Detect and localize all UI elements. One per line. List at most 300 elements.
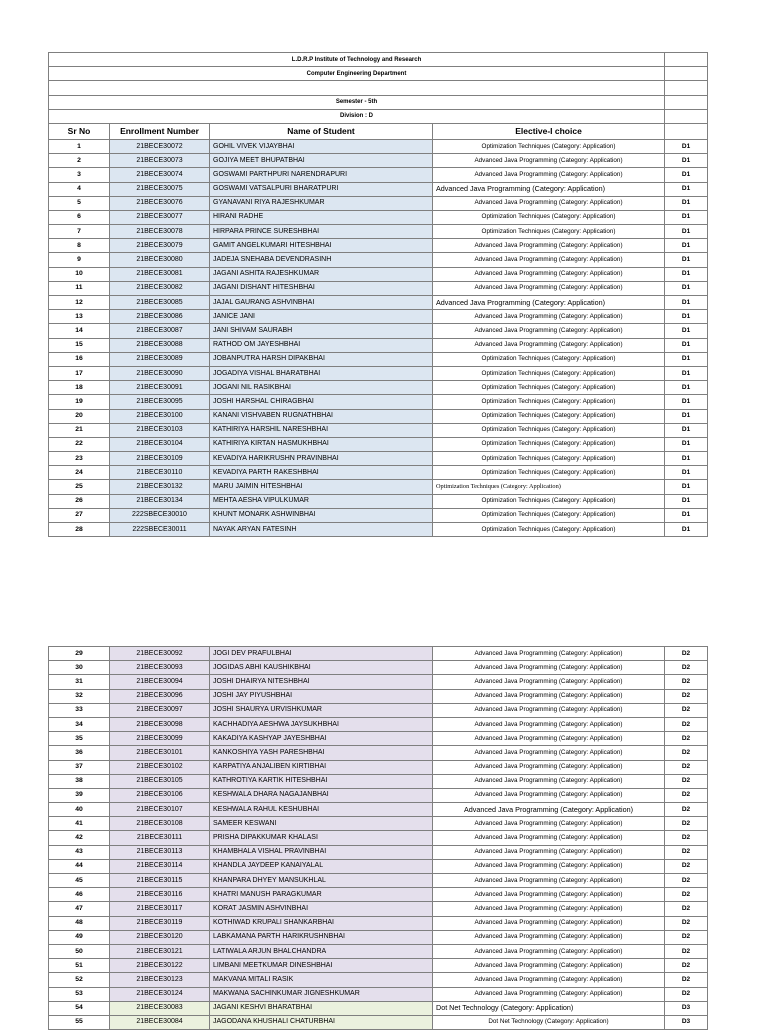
- division-code-cell: D2: [665, 874, 708, 888]
- elective-choice-cell: Advanced Java Programming (Category: Application): [433, 874, 665, 888]
- elective-choice-cell: Advanced Java Programming (Category: Application): [433, 281, 665, 295]
- table-row: [49, 689, 708, 703]
- student-name-cell: JAJAL GAURANG ASHVINBHAI: [210, 296, 433, 310]
- student-name-cell: MAKVANA MITALI RASIK: [210, 973, 433, 987]
- student-name-cell: KEVADIYA PARTH RAKESHBHAI: [210, 466, 433, 480]
- student-name-cell: KORAT JASMIN ASHVINBHAI: [210, 902, 433, 916]
- enrollment-number-cell: 21BECE30080: [110, 253, 210, 267]
- enrollment-number-cell: 21BECE30092: [110, 647, 210, 661]
- elective-choice-cell: Optimization Techniques (Category: Application): [433, 423, 665, 437]
- student-name-cell: JOSHI JAY PIYUSHBHAI: [210, 689, 433, 703]
- sr-number-cell: 30: [49, 661, 110, 675]
- sr-number-cell: 29: [49, 647, 110, 661]
- enrollment-number-cell: 21BECE30077: [110, 210, 210, 224]
- sr-number-cell: 7: [49, 225, 110, 239]
- elective-choice-cell: Advanced Java Programming (Category: Application): [433, 916, 665, 930]
- enrollment-number-cell: 21BECE30111: [110, 831, 210, 845]
- enrollment-number-cell: 21BECE30098: [110, 717, 210, 731]
- division-code-cell: D2: [665, 689, 708, 703]
- enrollment-number-cell: 21BECE30091: [110, 381, 210, 395]
- table-row: [49, 874, 708, 888]
- division-code-cell: D2: [665, 902, 708, 916]
- enrollment-number-cell: 21BECE30120: [110, 930, 210, 944]
- student-name-cell: KANKOSHIYA YASH PARESHBHAI: [210, 746, 433, 760]
- elective-choice-cell: Advanced Java Programming (Category: Application): [433, 732, 665, 746]
- enrollment-number-cell: 21BECE30084: [110, 1015, 210, 1029]
- division-code-cell: D2: [665, 930, 708, 944]
- division-code-cell: D1: [665, 352, 708, 366]
- elective-choice-cell: Advanced Java Programming (Category: Application): [433, 310, 665, 324]
- table-row: [49, 139, 708, 153]
- division-code-cell: D1: [665, 225, 708, 239]
- elective-choice-cell: Optimization Techniques (Category: Application): [433, 139, 665, 153]
- division-code-cell: D2: [665, 944, 708, 958]
- enrollment-number-cell: 21BECE30095: [110, 395, 210, 409]
- sr-number-cell: 34: [49, 717, 110, 731]
- semester-label: Semester - 5th: [49, 95, 665, 109]
- elective-choice-cell: Advanced Java Programming (Category: Application): [433, 803, 665, 817]
- student-name-cell: JANI SHIVAM SAURABH: [210, 324, 433, 338]
- elective-choice-cell: Advanced Java Programming (Category: Application): [433, 746, 665, 760]
- student-name-cell: JOBANPUTRA HARSH DIPAKBHAI: [210, 352, 433, 366]
- elective-choice-cell: Advanced Java Programming (Category: Application): [433, 324, 665, 338]
- student-name-cell: JADEJA SNEHABA DEVENDRASINH: [210, 253, 433, 267]
- elective-choice-cell: Advanced Java Programming (Category: Application): [433, 902, 665, 916]
- sr-number-cell: 37: [49, 760, 110, 774]
- division-code-cell: D1: [665, 253, 708, 267]
- elective-choice-cell: Optimization Techniques (Category: Application): [433, 409, 665, 423]
- student-name-cell: JOSHI DHAIRYA NITESHBHAI: [210, 675, 433, 689]
- elective-choice-cell: Advanced Java Programming (Category: Application): [433, 168, 665, 182]
- sr-number-cell: 4: [49, 182, 110, 196]
- sr-number-cell: 23: [49, 452, 110, 466]
- table-row: [49, 732, 708, 746]
- table-row: [49, 717, 708, 731]
- sr-number-cell: 21: [49, 423, 110, 437]
- division-code-cell: D2: [665, 803, 708, 817]
- table-row: [49, 973, 708, 987]
- student-name-cell: LABKAMANA PARTH HARIKRUSHNBHAI: [210, 930, 433, 944]
- elective-choice-cell: Optimization Techniques (Category: Application): [433, 508, 665, 522]
- elective-choice-cell: Advanced Java Programming (Category: Application): [433, 987, 665, 1001]
- student-name-cell: JAGANI DISHANT HITESHBHAI: [210, 281, 433, 295]
- enrollment-number-cell: 21BECE30096: [110, 689, 210, 703]
- enrollment-number-cell: 21BECE30102: [110, 760, 210, 774]
- elective-choice-cell: Optimization Techniques (Category: Application): [433, 395, 665, 409]
- division-code-cell: D2: [665, 845, 708, 859]
- sr-number-cell: 17: [49, 366, 110, 380]
- table-row: [49, 944, 708, 958]
- enrollment-number-cell: 21BECE30115: [110, 874, 210, 888]
- table-row: [49, 437, 708, 451]
- division-code-cell: D2: [665, 817, 708, 831]
- sr-number-cell: 46: [49, 888, 110, 902]
- table-row: [49, 703, 708, 717]
- column-header-division: [665, 123, 708, 139]
- enrollment-number-cell: 21BECE30119: [110, 916, 210, 930]
- division-code-cell: D1: [665, 196, 708, 210]
- enrollment-number-cell: 21BECE30093: [110, 661, 210, 675]
- student-name-cell: GOSWAMI VATSALPURI BHARATPURI: [210, 182, 433, 196]
- column-header-sr: Sr No: [49, 123, 110, 139]
- enrollment-number-cell: 21BECE30081: [110, 267, 210, 281]
- sr-number-cell: 25: [49, 480, 110, 494]
- sr-number-cell: 52: [49, 973, 110, 987]
- elective-choice-cell: Dot Net Technology (Category: Application): [433, 1015, 665, 1029]
- table-row: [49, 987, 708, 1001]
- table-row: [49, 746, 708, 760]
- enrollment-number-cell: 21BECE30110: [110, 466, 210, 480]
- sr-number-cell: 26: [49, 494, 110, 508]
- sr-number-cell: 20: [49, 409, 110, 423]
- elective-choice-cell: Advanced Java Programming (Category: Application): [433, 930, 665, 944]
- sr-number-cell: 47: [49, 902, 110, 916]
- sr-number-cell: 19: [49, 395, 110, 409]
- enrollment-number-cell: 21BECE30109: [110, 452, 210, 466]
- division-code-cell: D1: [665, 154, 708, 168]
- column-header-enrollment: Enrollment Number: [110, 123, 210, 139]
- division-code-cell: D2: [665, 675, 708, 689]
- header-institute-row: [49, 53, 708, 67]
- table-row: [49, 324, 708, 338]
- table-row: [49, 352, 708, 366]
- enrollment-number-cell: 21BECE30079: [110, 239, 210, 253]
- sr-number-cell: 1: [49, 139, 110, 153]
- table-row: [49, 788, 708, 802]
- division-code-cell: D1: [665, 310, 708, 324]
- student-name-cell: GYANAVANI RIYA RAJESHKUMAR: [210, 196, 433, 210]
- student-name-cell: HIRANI RADHE: [210, 210, 433, 224]
- table-row: [49, 281, 708, 295]
- student-name-cell: KACHHADIYA AESHWA JAYSUKHBHAI: [210, 717, 433, 731]
- sr-number-cell: 15: [49, 338, 110, 352]
- elective-choice-cell: Optimization Techniques (Category: Application): [433, 225, 665, 239]
- division-code-cell: D2: [665, 831, 708, 845]
- table-row: [49, 774, 708, 788]
- division-label: Division : D: [49, 109, 665, 123]
- student-name-cell: JOSHI HARSHAL CHIRAGBHAI: [210, 395, 433, 409]
- sr-number-cell: 53: [49, 987, 110, 1001]
- student-name-cell: KESHWALA DHARA NAGAJANBHAI: [210, 788, 433, 802]
- student-name-cell: KOTHIWAD KRUPALI SHANKARBHAI: [210, 916, 433, 930]
- enrollment-number-cell: 21BECE30106: [110, 788, 210, 802]
- sr-number-cell: 41: [49, 817, 110, 831]
- elective-choice-cell: Advanced Java Programming (Category: Application): [433, 888, 665, 902]
- table-row: [49, 466, 708, 480]
- student-name-cell: JOGI DEV PRAFULBHAI: [210, 647, 433, 661]
- sr-number-cell: 35: [49, 732, 110, 746]
- student-name-cell: KHATRI MANUSH PARAGKUMAR: [210, 888, 433, 902]
- elective-choice-cell: Optimization Techniques (Category: Application): [433, 210, 665, 224]
- elective-choice-cell: Advanced Java Programming (Category: Application): [433, 859, 665, 873]
- sr-number-cell: 43: [49, 845, 110, 859]
- elective-choice-cell: Advanced Java Programming (Category: Application): [433, 296, 665, 310]
- elective-choice-cell: Advanced Java Programming (Category: Application): [433, 253, 665, 267]
- enrollment-number-cell: 21BECE30090: [110, 366, 210, 380]
- division-code-cell: D1: [665, 182, 708, 196]
- sr-number-cell: 33: [49, 703, 110, 717]
- division-code-cell: D2: [665, 973, 708, 987]
- table-row: [49, 1001, 708, 1015]
- elective-choice-cell: Advanced Java Programming (Category: Application): [433, 817, 665, 831]
- student-name-cell: JAGANI ASHITA RAJESHKUMAR: [210, 267, 433, 281]
- sr-number-cell: 27: [49, 508, 110, 522]
- student-name-cell: GAMIT ANGELKUMARI HITESHBHAI: [210, 239, 433, 253]
- division-code-cell: D1: [665, 452, 708, 466]
- elective-choice-cell: Advanced Java Programming (Category: Application): [433, 973, 665, 987]
- table-row: [49, 831, 708, 845]
- table-row: [49, 253, 708, 267]
- sr-number-cell: 42: [49, 831, 110, 845]
- table-row: [49, 168, 708, 182]
- elective-choice-cell: Optimization Techniques (Category: Application): [433, 466, 665, 480]
- table-row: [49, 859, 708, 873]
- column-header-row: [49, 123, 708, 139]
- table-row: [49, 817, 708, 831]
- sr-number-cell: 8: [49, 239, 110, 253]
- enrollment-number-cell: 21BECE30132: [110, 480, 210, 494]
- table-row: [49, 494, 708, 508]
- division-code-cell: D1: [665, 494, 708, 508]
- student-name-cell: GOHIL VIVEK VIJAYBHAI: [210, 139, 433, 153]
- division-code-cell: D1: [665, 423, 708, 437]
- sr-number-cell: 44: [49, 859, 110, 873]
- student-name-cell: KARPATIYA ANJALIBEN KIRTIBHAI: [210, 760, 433, 774]
- enrollment-number-cell: 21BECE30073: [110, 154, 210, 168]
- table-row: [49, 423, 708, 437]
- enrollment-number-cell: 21BECE30123: [110, 973, 210, 987]
- table-row: [49, 902, 708, 916]
- sr-number-cell: 49: [49, 930, 110, 944]
- division-code-cell: D1: [665, 437, 708, 451]
- table-row: [49, 267, 708, 281]
- sr-number-cell: 13: [49, 310, 110, 324]
- sr-number-cell: 31: [49, 675, 110, 689]
- table-row: [49, 480, 708, 494]
- table-row: [49, 395, 708, 409]
- elective-choice-cell: Advanced Java Programming (Category: Application): [433, 831, 665, 845]
- table-row: [49, 959, 708, 973]
- table-row: [49, 366, 708, 380]
- sr-number-cell: 10: [49, 267, 110, 281]
- sr-number-cell: 38: [49, 774, 110, 788]
- sr-number-cell: 16: [49, 352, 110, 366]
- elective-choice-cell: Advanced Java Programming (Category: Application): [433, 703, 665, 717]
- student-name-cell: JAGANI KESHVI BHARATBHAI: [210, 1001, 433, 1015]
- student-name-cell: KHAMBHALA VISHAL PRAVINBHAI: [210, 845, 433, 859]
- enrollment-number-cell: 21BECE30076: [110, 196, 210, 210]
- sr-number-cell: 36: [49, 746, 110, 760]
- student-name-cell: KHANPARA DHYEY MANSUKHLAL: [210, 874, 433, 888]
- elective-choice-cell: Advanced Java Programming (Category: Application): [433, 239, 665, 253]
- division-code-cell: D1: [665, 466, 708, 480]
- division-code-cell: D1: [665, 338, 708, 352]
- elective-choice-cell: Advanced Java Programming (Category: Application): [433, 788, 665, 802]
- division-code-cell: D1: [665, 381, 708, 395]
- division-code-cell: D1: [665, 267, 708, 281]
- enrollment-number-cell: 21BECE30100: [110, 409, 210, 423]
- student-name-cell: JOGIDAS ABHI KAUSHIKBHAI: [210, 661, 433, 675]
- enrollment-number-cell: 21BECE30094: [110, 675, 210, 689]
- division-code-cell: D1: [665, 324, 708, 338]
- student-name-cell: NAYAK ARYAN FATESINH: [210, 523, 433, 537]
- table-row: [49, 381, 708, 395]
- division-code-cell: D2: [665, 987, 708, 1001]
- sr-number-cell: 3: [49, 168, 110, 182]
- elective-choice-cell: Optimization Techniques (Category: Application): [433, 352, 665, 366]
- elective-choice-cell: Advanced Java Programming (Category: Application): [433, 338, 665, 352]
- elective-choice-cell: Advanced Java Programming (Category: Application): [433, 689, 665, 703]
- table-row: [49, 675, 708, 689]
- sr-number-cell: 5: [49, 196, 110, 210]
- sr-number-cell: 45: [49, 874, 110, 888]
- division-code-cell: D1: [665, 480, 708, 494]
- enrollment-number-cell: 21BECE30103: [110, 423, 210, 437]
- student-name-cell: SAMEER KESWANI: [210, 817, 433, 831]
- enrollment-number-cell: 21BECE30072: [110, 139, 210, 153]
- header-blank-row: [49, 81, 708, 95]
- table-row: [49, 196, 708, 210]
- enrollment-number-cell: 222SBECE30011: [110, 523, 210, 537]
- department-name: Computer Engineering Department: [49, 67, 665, 81]
- sr-number-cell: 22: [49, 437, 110, 451]
- enrollment-number-cell: 21BECE30104: [110, 437, 210, 451]
- sr-number-cell: 51: [49, 959, 110, 973]
- enrollment-number-cell: 21BECE30124: [110, 987, 210, 1001]
- enrollment-number-cell: 21BECE30088: [110, 338, 210, 352]
- elective-choice-cell: Advanced Java Programming (Category: Application): [433, 774, 665, 788]
- table-row: [49, 888, 708, 902]
- division-code-cell: D1: [665, 366, 708, 380]
- student-name-cell: PRISHA DIPAKKUMAR KHALASI: [210, 831, 433, 845]
- table-row: [49, 210, 708, 224]
- enrollment-number-cell: 21BECE30134: [110, 494, 210, 508]
- table-row: [49, 225, 708, 239]
- elective-choice-cell: Advanced Java Programming (Category: Application): [433, 845, 665, 859]
- sr-number-cell: 2: [49, 154, 110, 168]
- division-code-cell: D2: [665, 661, 708, 675]
- division-code-cell: D1: [665, 523, 708, 537]
- table-row: [49, 916, 708, 930]
- enrollment-number-cell: 21BECE30074: [110, 168, 210, 182]
- sr-number-cell: 6: [49, 210, 110, 224]
- division-code-cell: D2: [665, 959, 708, 973]
- student-name-cell: KHUNT MONARK ASHWINBHAI: [210, 508, 433, 522]
- elective-choice-cell: Advanced Java Programming (Category: Application): [433, 647, 665, 661]
- elective-choice-cell: Advanced Java Programming (Category: Application): [433, 675, 665, 689]
- enrollment-table-division-d1: [48, 52, 708, 537]
- enrollment-table-division-d2: [48, 646, 708, 1030]
- enrollment-number-cell: 21BECE30087: [110, 324, 210, 338]
- elective-choice-cell: Optimization Techniques (Category: Application): [433, 494, 665, 508]
- enrollment-number-cell: 21BECE30085: [110, 296, 210, 310]
- column-header-elective: Elective-I choice: [433, 123, 665, 139]
- table-row: [49, 508, 708, 522]
- division-code-cell: D2: [665, 717, 708, 731]
- student-name-cell: HIRPARA PRINCE SURESHBHAI: [210, 225, 433, 239]
- sr-number-cell: 50: [49, 944, 110, 958]
- student-name-cell: KESHWALA RAHUL KESHUBHAI: [210, 803, 433, 817]
- enrollment-number-cell: 21BECE30108: [110, 817, 210, 831]
- division-code-cell: D2: [665, 788, 708, 802]
- header-semester-row: [49, 95, 708, 109]
- student-name-cell: KATHIRIYA KIRTAN HASMUKHBHAI: [210, 437, 433, 451]
- table-row: [49, 661, 708, 675]
- division-code-cell: D1: [665, 139, 708, 153]
- division-code-cell: D2: [665, 760, 708, 774]
- student-name-cell: GOSWAMI PARTHPURI NARENDRAPURI: [210, 168, 433, 182]
- enrollment-number-cell: 21BECE30099: [110, 732, 210, 746]
- enrollment-number-cell: 21BECE30117: [110, 902, 210, 916]
- enrollment-number-cell: 21BECE30107: [110, 803, 210, 817]
- table-row: [49, 154, 708, 168]
- enrollment-number-cell: 21BECE30122: [110, 959, 210, 973]
- student-name-cell: JAGODANA KHUSHALI CHATURBHAI: [210, 1015, 433, 1029]
- division-code-cell: D2: [665, 888, 708, 902]
- division-code-cell: D2: [665, 859, 708, 873]
- elective-choice-cell: Advanced Java Programming (Category: Application): [433, 944, 665, 958]
- table-row: [49, 1015, 708, 1029]
- enrollment-number-cell: 21BECE30082: [110, 281, 210, 295]
- enrollment-number-cell: 21BECE30097: [110, 703, 210, 717]
- division-code-cell: D2: [665, 746, 708, 760]
- table-row: [49, 452, 708, 466]
- sr-number-cell: 9: [49, 253, 110, 267]
- table-row: [49, 647, 708, 661]
- student-name-cell: KHANDLA JAYDEEP KANAIYALAL: [210, 859, 433, 873]
- division-code-cell: D2: [665, 916, 708, 930]
- enrollment-number-cell: 21BECE30075: [110, 182, 210, 196]
- sr-number-cell: 48: [49, 916, 110, 930]
- enrollment-number-cell: 21BECE30113: [110, 845, 210, 859]
- division-code-cell: D1: [665, 508, 708, 522]
- student-name-cell: LIMBANI MEETKUMAR DINESHBHAI: [210, 959, 433, 973]
- elective-choice-cell: Optimization Techniques (Category: Application): [433, 452, 665, 466]
- table-row: [49, 409, 708, 423]
- division-code-cell: D2: [665, 774, 708, 788]
- sr-number-cell: 54: [49, 1001, 110, 1015]
- column-header-name: Name of Student: [210, 123, 433, 139]
- enrollment-number-cell: 21BECE30083: [110, 1001, 210, 1015]
- sr-number-cell: 28: [49, 523, 110, 537]
- elective-choice-cell: Optimization Techniques (Category: Application): [433, 480, 665, 494]
- elective-choice-cell: Optimization Techniques (Category: Application): [433, 366, 665, 380]
- sr-number-cell: 39: [49, 788, 110, 802]
- elective-choice-cell: Optimization Techniques (Category: Application): [433, 523, 665, 537]
- table-row: [49, 760, 708, 774]
- elective-choice-cell: Advanced Java Programming (Category: Application): [433, 154, 665, 168]
- division-code-cell: D1: [665, 395, 708, 409]
- division-code-cell: D2: [665, 703, 708, 717]
- division-code-cell: D1: [665, 281, 708, 295]
- student-name-cell: KATHIRIYA HARSHIL NARESHBHAI: [210, 423, 433, 437]
- enrollment-number-cell: 21BECE30116: [110, 888, 210, 902]
- division-code-cell: D1: [665, 210, 708, 224]
- student-name-cell: JOGADIYA VISHAL BHARATBHAI: [210, 366, 433, 380]
- table-row: [49, 239, 708, 253]
- elective-choice-cell: Advanced Java Programming (Category: Application): [433, 182, 665, 196]
- sr-number-cell: 12: [49, 296, 110, 310]
- student-name-cell: JANICE JANI: [210, 310, 433, 324]
- sr-number-cell: 18: [49, 381, 110, 395]
- enrollment-number-cell: 21BECE30121: [110, 944, 210, 958]
- sr-number-cell: 40: [49, 803, 110, 817]
- sr-number-cell: 32: [49, 689, 110, 703]
- student-name-cell: MAKWANA SACHINKUMAR JIGNESHKUMAR: [210, 987, 433, 1001]
- sr-number-cell: 11: [49, 281, 110, 295]
- division-code-cell: D2: [665, 647, 708, 661]
- institute-name: L.D.R.P Institute of Technology and Research: [49, 53, 665, 67]
